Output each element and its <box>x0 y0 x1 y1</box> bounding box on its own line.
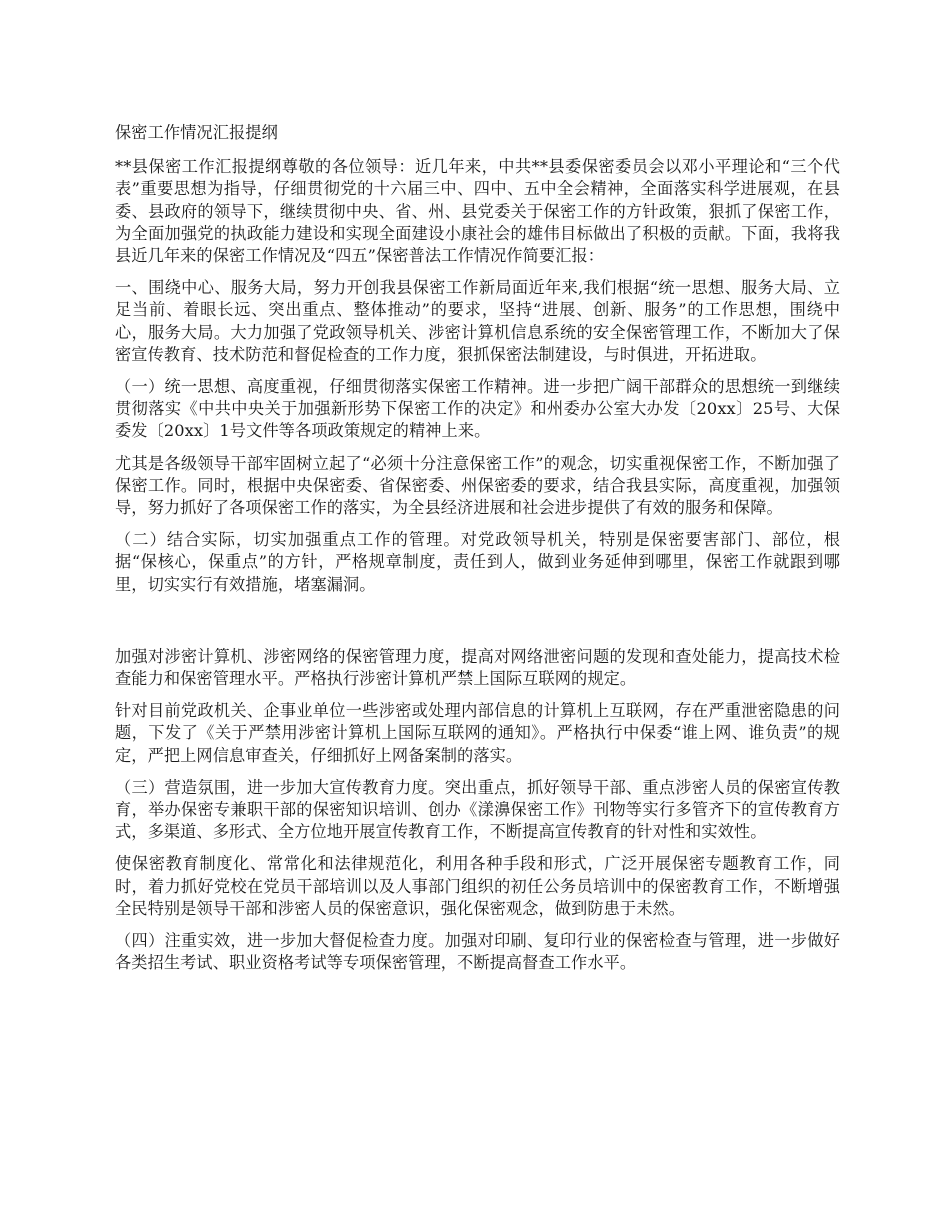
paragraph-item-one: （一）统一思想、高度重视，仔细贯彻落实保密工作精神。进一步把广阔干部群众的思想统一到继续贯彻落实《中共中央关于加强新形势下保密工作的决定》和州委办公室大办发〔20xx〕25号、大保委发〔20xx〕1号文件等各项政策规定的精神上来。 <box>115 377 840 441</box>
paragraph-internet-rules: 针对目前党政机关、企事业单位一些涉密或处理内部信息的计算机上互联网，存在严重泄密隐患的问题，下发了《关于严禁用涉密计算机上国际互联网的通知》。严格执行中保委“谁上网、谁负责”的规定，严把上网信息审查关，仔细抓好上网备案制的落实。 <box>115 701 840 765</box>
paragraph-item-two: （二）结合实际，切实加强重点工作的管理。对党政领导机关，特别是保密要害部门、部位，根据“保核心，保重点”的方针，严格规章制度，责任到人，做到业务延伸到哪里，保密工作就跟到哪里，切实实行有效措施，堵塞漏洞。 <box>115 530 840 594</box>
paragraph-item-four: （四）注重实效，进一步加大督促检查力度。加强对印刷、复印行业的保密检查与管理，进一步做好各类招生考试、职业资格考试等专项保密管理，不断提高督查工作水平。 <box>115 931 840 973</box>
paragraph-intro: **县保密工作汇报提纲尊敬的各位领导：近几年来，中共**县委保密委员会以邓小平理论和“三个代表”重要思想为指导，仔细贯彻党的十六届三中、四中、五中全会精神，全面落实科学进展观，在县委、县政府的领导下，继续贯彻中央、省、州、县党委关于保密工作的方针政策，狠抓了保密工作，为全面加强党的执政能力建设和实现全面建设小康社会的雄伟目标做出了积极的贡献。下面，我将我县近几年来的保密工作情况及“四五”保密普法工作情况作简要汇报： <box>115 157 840 266</box>
paragraph-item-three: （三）营造氛围，进一步加大宣传教育力度。突出重点，抓好领导干部、重点涉密人员的保密宣传教育，举办保密专兼职干部的保密知识培训、创办《漾濞保密工作》刊物等实行多管齐下的宣传教育方式，多渠道、多形式、全方位地开展宣传教育工作，不断提高宣传教育的针对性和实效性。 <box>115 777 840 842</box>
paragraph-item-one-cont: 尤其是各级领导干部牢固树立起了“必须十分注意保密工作”的观念，切实重视保密工作，不断加强了保密工作。同时，根据中央保密委、省保密委、州保密委的要求，结合我县实际，高度重视，加强领导，努力抓好了各项保密工作的落实，为全县经济进展和社会进步提供了有效的服务和保障。 <box>115 453 840 518</box>
section-gap <box>115 606 840 646</box>
paragraph-section-one: 一、围绕中心、服务大局，努力开创我县保密工作新局面近年来,我们根据“统一思想、服务大局、立足当前、着眼长远、突出重点、整体推动”的要求，坚持“进展、创新、服务”的工作思想，围绕中心，服务大局。大力加强了党政领导机关、涉密计算机信息系统的安全保密管理工作，不断加大了保密宣传教育、技术防范和督促检查的工作力度，狠抓保密法制建设，与时俱进，开拓进取。 <box>115 278 840 364</box>
document-title: 保密工作情况汇报提纲 <box>115 123 278 142</box>
document-page <box>115 122 840 985</box>
paragraph-network-security: 加强对涉密计算机、涉密网络的保密管理力度，提高对网络泄密问题的发现和查处能力，提高技术检查能力和保密管理水平。严格执行涉密计算机严禁上国际互联网的规定。 <box>115 646 840 689</box>
paragraph-education: 使保密教育制度化、常常化和法律规范化，利用各种手段和形式，广泛开展保密专题教育工作，同时，着力抓好党校在党员干部培训以及人事部门组织的初任公务员培训中的保密教育工作，不断增强全民特别是领导干部和涉密人员的保密意识，强化保密观念，做到防患于未然。 <box>115 854 840 918</box>
